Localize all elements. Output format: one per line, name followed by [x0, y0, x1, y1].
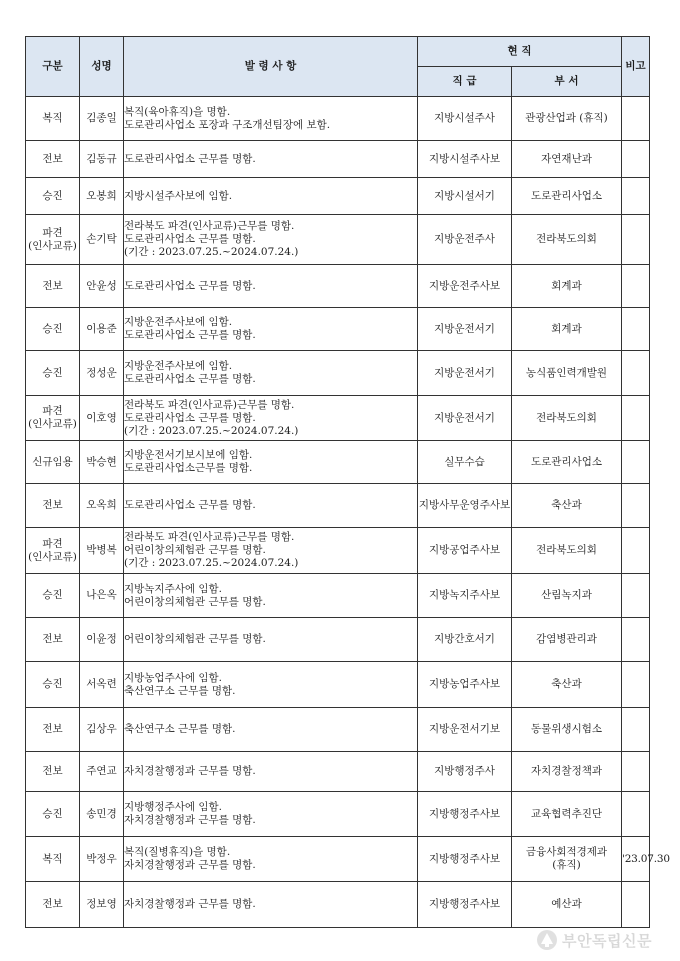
row-type: 승진	[26, 178, 80, 215]
row-grade: 지방시설서기	[418, 178, 512, 215]
header-name: 성명	[80, 37, 124, 97]
row-grade: 지방운전서기보	[418, 708, 512, 752]
row-grade: 지방운전서기	[418, 351, 512, 396]
row-grade: 지방운전서기	[418, 308, 512, 351]
row-note	[622, 308, 650, 351]
table-row	[26, 396, 650, 441]
table-row	[26, 882, 650, 928]
row-order: 도로관리사업소 근무를 명함.	[124, 484, 418, 528]
row-dept: 도로관리사업소	[512, 441, 622, 484]
row-grade: 지방녹지주사보	[418, 574, 512, 618]
row-type: 전보	[26, 141, 80, 178]
row-grade: 지방공업주사보	[418, 528, 512, 574]
header-type: 구분	[26, 37, 80, 97]
row-dept: 자치경찰정책과	[512, 752, 622, 792]
row-dept: 농식품인력개발원	[512, 351, 622, 396]
row-order: 어린이창의체험관 근무를 명함.	[124, 618, 418, 662]
row-name: 김동규	[80, 141, 124, 178]
row-dept: 축산과	[512, 484, 622, 528]
row-dept: 전라북도의회	[512, 528, 622, 574]
row-note	[622, 396, 650, 441]
row-grade: 지방행정주사보	[418, 882, 512, 928]
personnel-order-table	[25, 36, 670, 928]
table-body	[26, 97, 670, 928]
row-order: 복직(육아휴직)을 명함. 도로관리사업소 포장과 구조개선팀장에 보함.	[124, 97, 418, 141]
header-dept: 부 서	[512, 67, 622, 97]
row-grade: 지방시설주사	[418, 97, 512, 141]
table-row	[26, 215, 650, 265]
row-type: 승진	[26, 662, 80, 708]
row-dept: 동물위생시험소	[512, 708, 622, 752]
row-note: '23.07.30	[622, 837, 650, 882]
row-note	[622, 752, 650, 792]
table-row	[26, 752, 650, 792]
row-order: 지방시설주사보에 임함.	[124, 178, 418, 215]
row-dept: 전라북도의회	[512, 396, 622, 441]
row-order: 도로관리사업소 근무를 명함.	[124, 141, 418, 178]
row-order: 복직(질병휴직)을 명함. 자치경찰행정과 근무를 명함.	[124, 837, 418, 882]
row-order: 지방운전주사보에 임함. 도로관리사업소 근무를 명함.	[124, 351, 418, 396]
row-note	[622, 215, 650, 265]
row-name: 주연교	[80, 752, 124, 792]
table-row	[26, 708, 650, 752]
row-note	[622, 792, 650, 837]
row-type: 전보	[26, 882, 80, 928]
row-dept: 감염병관리과	[512, 618, 622, 662]
row-order: 지방농업주사에 임함. 축산연구소 근무를 명함.	[124, 662, 418, 708]
table-row	[26, 574, 650, 618]
row-grade: 지방시설주사보	[418, 141, 512, 178]
row-type: 승진	[26, 308, 80, 351]
row-dept: 산림녹지과	[512, 574, 622, 618]
row-type: 파견 (인사교류)	[26, 528, 80, 574]
row-type: 전보	[26, 265, 80, 308]
row-name: 나은옥	[80, 574, 124, 618]
row-dept: 회계과	[512, 265, 622, 308]
row-order: 지방행정주사에 임함. 자치경찰행정과 근무를 명함.	[124, 792, 418, 837]
row-order: 지방운전주사보에 임함. 도로관리사업소 근무를 명함.	[124, 308, 418, 351]
row-type: 승진	[26, 351, 80, 396]
row-type: 파견 (인사교류)	[26, 396, 80, 441]
row-dept: 회계과	[512, 308, 622, 351]
row-note	[622, 484, 650, 528]
row-type: 복직	[26, 837, 80, 882]
watermark	[536, 925, 672, 955]
row-name: 손기탁	[80, 215, 124, 265]
table-row	[26, 351, 650, 396]
row-name: 김종일	[80, 97, 124, 141]
row-grade: 지방행정주사보	[418, 837, 512, 882]
row-type: 전보	[26, 484, 80, 528]
row-dept: 관광산업과 (휴직)	[512, 97, 622, 141]
row-note	[622, 574, 650, 618]
row-name: 박정우	[80, 837, 124, 882]
table-row	[26, 528, 650, 574]
row-order: 자치경찰행정과 근무를 명함.	[124, 882, 418, 928]
row-name: 서옥련	[80, 662, 124, 708]
row-name: 이윤정	[80, 618, 124, 662]
table-row	[26, 141, 650, 178]
row-name: 안윤성	[80, 265, 124, 308]
table-row	[26, 662, 650, 708]
row-type: 전보	[26, 752, 80, 792]
table-row	[26, 97, 650, 141]
table-row	[26, 618, 650, 662]
row-grade: 지방운전주사보	[418, 265, 512, 308]
watermark-text: 부안독립신문	[562, 931, 652, 950]
row-type: 복직	[26, 97, 80, 141]
bell-logo-icon	[536, 929, 558, 951]
row-dept: 전라북도의회	[512, 215, 622, 265]
row-grade: 지방행정주사보	[418, 792, 512, 837]
row-note	[622, 351, 650, 396]
row-dept: 금융사회적경제과 (휴직)	[512, 837, 622, 882]
row-order: 자치경찰행정과 근무를 명함.	[124, 752, 418, 792]
row-grade: 지방사무운영주사보	[418, 484, 512, 528]
row-name: 박승현	[80, 441, 124, 484]
row-grade: 지방행정주사	[418, 752, 512, 792]
row-name: 박병복	[80, 528, 124, 574]
row-name: 오옥희	[80, 484, 124, 528]
row-note	[622, 265, 650, 308]
header-current: 현 직	[418, 37, 622, 67]
row-name: 이용준	[80, 308, 124, 351]
row-note	[622, 708, 650, 752]
table-row	[26, 178, 650, 215]
row-order: 전라북도 파견(인사교류)근무를 명함. 도로관리사업소 근무를 명함. (기간 : 2023.07.25.~2024.07.24.)	[124, 215, 418, 265]
row-note	[622, 618, 650, 662]
row-name: 정보영	[80, 882, 124, 928]
table-row	[26, 837, 650, 882]
row-order: 축산연구소 근무를 명함.	[124, 708, 418, 752]
header-order: 발 령 사 항	[124, 37, 418, 97]
row-note	[622, 662, 650, 708]
row-type: 파견 (인사교류)	[26, 215, 80, 265]
row-order: 도로관리사업소 근무를 명함.	[124, 265, 418, 308]
table-row	[26, 265, 650, 308]
row-grade: 실무수습	[418, 441, 512, 484]
row-name: 송민경	[80, 792, 124, 837]
row-type: 승진	[26, 792, 80, 837]
row-dept: 자연재난과	[512, 141, 622, 178]
row-order: 지방녹지주사에 임함. 어린이창의체험관 근무를 명함.	[124, 574, 418, 618]
row-note	[622, 528, 650, 574]
row-grade: 지방운전주사	[418, 215, 512, 265]
row-name: 정성운	[80, 351, 124, 396]
row-order: 지방운전서기보시보에 임함. 도로관리사업소근무를 명함.	[124, 441, 418, 484]
row-name: 김상우	[80, 708, 124, 752]
row-dept: 도로관리사업소	[512, 178, 622, 215]
row-order: 전라북도 파견(인사교류)근무를 명함. 어린이창의체험관 근무를 명함. (기간 : 2023.07.25.~2024.07.24.)	[124, 528, 418, 574]
row-grade: 지방간호서기	[418, 618, 512, 662]
row-note	[622, 141, 650, 178]
table-row	[26, 792, 650, 837]
row-name: 이호영	[80, 396, 124, 441]
row-note	[622, 882, 650, 928]
row-type: 전보	[26, 618, 80, 662]
row-order: 전라북도 파견(인사교류)근무를 명함. 도로관리사업소 근무를 명함. (기간 : 2023.07.25.~2024.07.24.)	[124, 396, 418, 441]
table-row	[26, 484, 650, 528]
row-type: 승진	[26, 574, 80, 618]
row-type: 신규임용	[26, 441, 80, 484]
row-note	[622, 97, 650, 141]
header-note: 비고	[622, 37, 650, 97]
table-row	[26, 308, 650, 351]
row-dept: 예산과	[512, 882, 622, 928]
row-note	[622, 178, 650, 215]
row-name: 오봉희	[80, 178, 124, 215]
table-row	[26, 441, 650, 484]
row-note	[622, 441, 650, 484]
row-dept: 교육협력추진단	[512, 792, 622, 837]
row-dept: 축산과	[512, 662, 622, 708]
row-grade: 지방농업주사보	[418, 662, 512, 708]
row-grade: 지방운전서기	[418, 396, 512, 441]
header-grade: 직 급	[418, 67, 512, 97]
row-type: 전보	[26, 708, 80, 752]
